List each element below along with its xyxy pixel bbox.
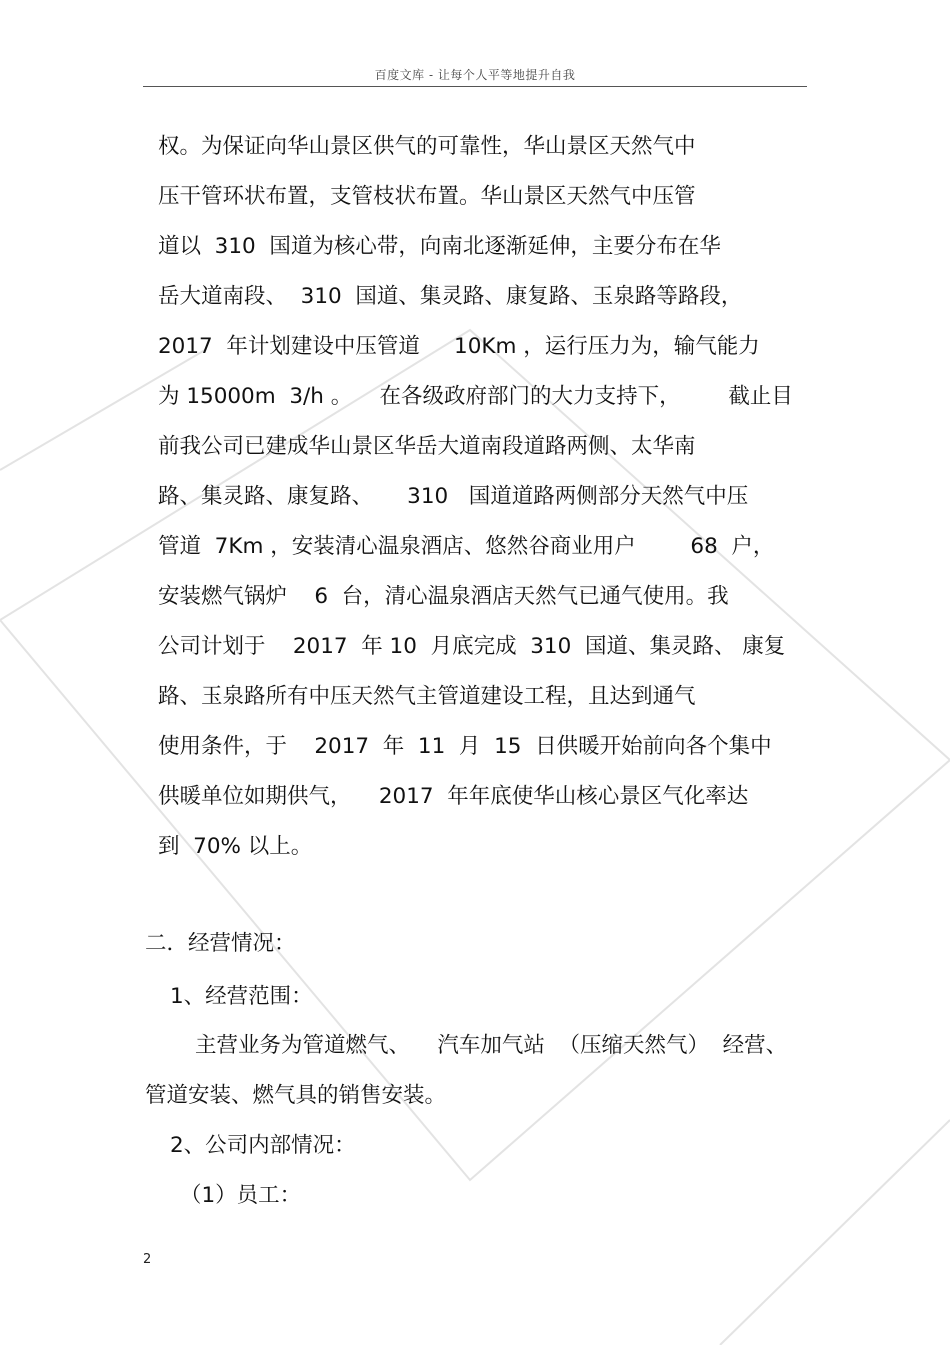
paragraph-line: 2017 年计划建设中压管道 10Km ，运行压力为，输气能力 [158,334,760,359]
subsection-heading: 2、公司内部情况： [170,1133,356,1158]
paragraph-line: 路、集灵路、康复路、 310 国道道路两侧部分天然气中压 [158,484,749,509]
paragraph-line: 为 15000m 3/h 。 在各级政府部门的大力支持下， 截止目 [158,384,793,409]
paragraph-line: 压干管环状布置，支管枝状布置。华山景区天然气中压管 [158,184,696,209]
scope-text-line: 管道安装、燃气具的销售安装。 [145,1083,447,1108]
sub-item-heading: （1）员工： [180,1183,302,1208]
paragraph-line: 使用条件，于 2017 年 11 月 15 日供暖开始前向各个集中 [158,734,772,759]
page-number: 2 [143,1252,152,1267]
paragraph-line: 道以 310 国道为核心带，向南北逐渐延伸，主要分布在华 [158,234,721,259]
paragraph-line: 到 70% 以上。 [158,834,313,859]
paragraph-line: 前我公司已建成华山景区华岳大道南段道路两侧、太华南 [158,434,696,459]
scope-text-line: 主营业务为管道燃气、 汽车加气站 （压缩天然气） 经营、 [195,1033,788,1058]
section-heading: 二．经营情况： [145,931,296,956]
paragraph-line: 公司计划于 2017 年 10 月底完成 310 国道、集灵路、 康复 [158,634,786,659]
paragraph-line: 权。为保证向华山景区供气的可靠性，华山景区天然气中 [158,134,696,159]
subsection-heading: 1、经营范围： [170,984,313,1009]
paragraph-line: 管道 7Km ，安装清心温泉酒店、悠然谷商业用户 68 户， [158,534,775,559]
page-header: 百度文库 - 让每个人平等地提升自我 [374,68,576,82]
paragraph-line: 路、玉泉路所有中压天然气主管道建设工程，且达到通气 [158,684,696,709]
header-rule [143,86,807,87]
paragraph-line: 安装燃气锅炉 6 台，清心温泉酒店天然气已通气使用。我 [158,584,729,609]
paragraph-line: 供暖单位如期供气， 2017 年年底使华山核心景区气化率达 [158,784,749,809]
paragraph-line: 岳大道南段、 310 国道、集灵路、康复路、玉泉路等路段， [158,284,743,309]
